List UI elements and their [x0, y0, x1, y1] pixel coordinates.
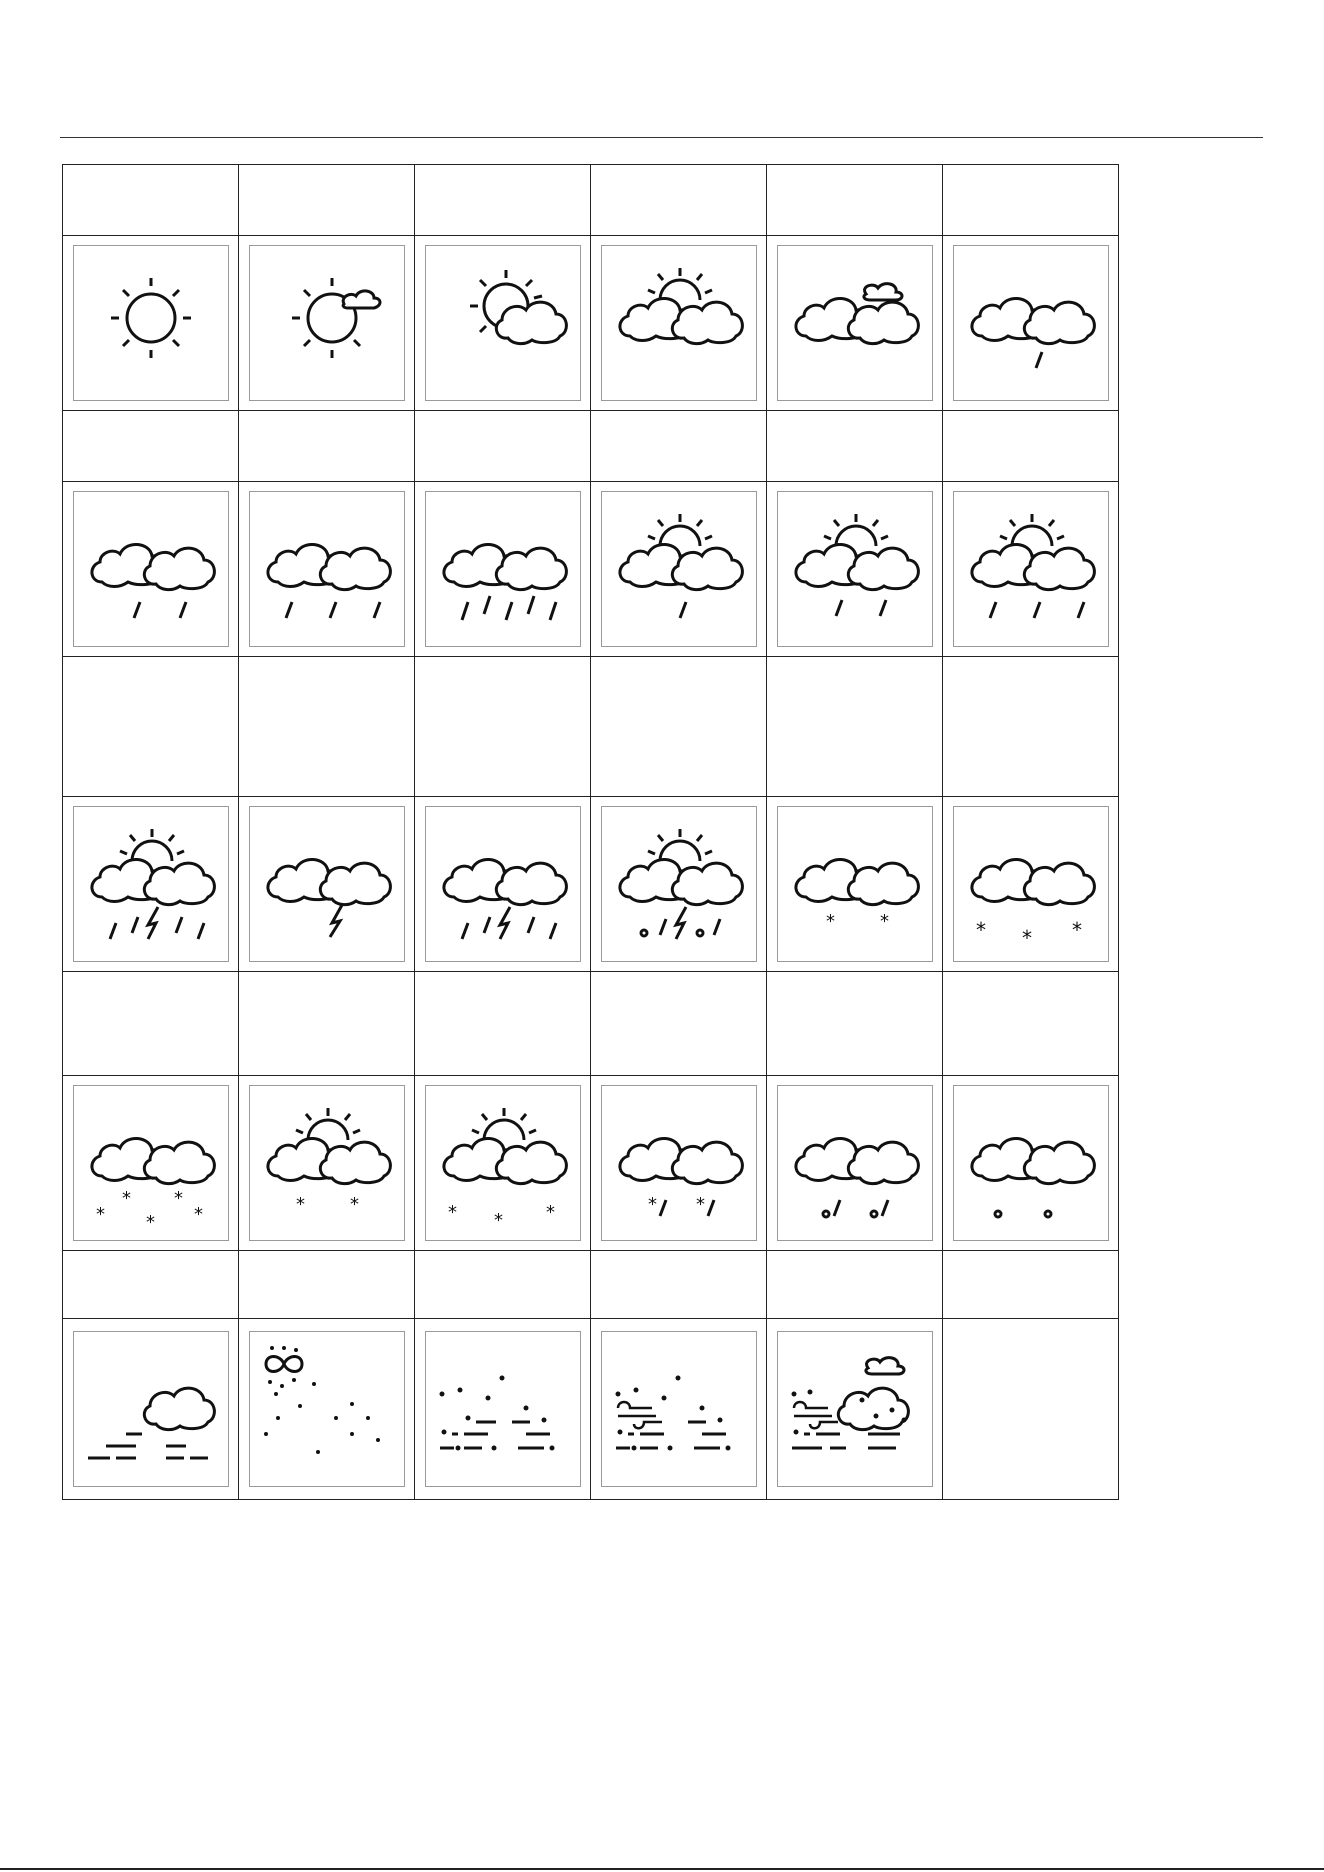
label-cell: [239, 1251, 415, 1319]
label-cell: [415, 656, 591, 797]
label-cell: [943, 1251, 1119, 1319]
label-cell: [239, 656, 415, 797]
sleet-icon: [601, 1085, 757, 1241]
label-cell: [63, 1251, 239, 1319]
header-rule: [60, 137, 1263, 138]
heavy-rain-icon: [249, 491, 405, 647]
label-cell: [239, 971, 415, 1075]
svg-text:*: *: [879, 911, 889, 933]
sun-moderate-shower-icon: [777, 491, 933, 647]
label-cell: [767, 1251, 943, 1319]
label-cell: [239, 410, 415, 481]
svg-text:*: *: [295, 1194, 305, 1216]
svg-text:*: *: [145, 1212, 155, 1234]
moderate-snow-icon: [953, 806, 1109, 962]
sun-light-shower-icon: [601, 491, 757, 647]
svg-text:*: *: [447, 1202, 457, 1224]
icon-row: [63, 1076, 1119, 1251]
svg-text:*: *: [1021, 926, 1032, 951]
page-bottom-edge: [0, 1868, 1324, 1870]
label-cell: [943, 971, 1119, 1075]
svg-text:*: *: [695, 1194, 705, 1216]
label-cell: [767, 656, 943, 797]
sun-thunder-hail-icon: [601, 806, 757, 962]
label-cell: [63, 971, 239, 1075]
icon-row: [63, 236, 1119, 411]
icon-row: [63, 1319, 1119, 1500]
label-cell: [415, 165, 591, 236]
svg-text:*: *: [825, 911, 835, 933]
moderate-rain-icon: [73, 491, 229, 647]
freezing-rain-icon: [777, 1085, 933, 1241]
label-cell: [63, 656, 239, 797]
label-cell: [591, 165, 767, 236]
light-snow-icon: [777, 806, 933, 962]
sunny-icon: [73, 245, 229, 401]
thunder-icon: [249, 806, 405, 962]
sandstorm-icon: [601, 1331, 757, 1487]
sun-moderate-snow-icon: [425, 1085, 581, 1241]
svg-text:*: *: [95, 1204, 105, 1226]
label-row: [63, 656, 1119, 797]
thunderstorm-rain-icon: [425, 806, 581, 962]
overcast-icon: [777, 245, 933, 401]
label-cell: [767, 410, 943, 481]
label-row: [63, 410, 1119, 481]
svg-text:*: *: [173, 1188, 183, 1210]
fog-icon: [73, 1331, 229, 1487]
sun-heavy-shower-icon: [953, 491, 1109, 647]
mostly-cloudy-sun-icon: [601, 245, 757, 401]
label-cell: [591, 410, 767, 481]
dust-icon: [425, 1331, 581, 1487]
label-cell: [239, 165, 415, 236]
label-cell: [767, 971, 943, 1075]
label-row: [63, 971, 1119, 1075]
label-cell: [591, 971, 767, 1075]
icon-row: [63, 482, 1119, 657]
label-cell: [415, 971, 591, 1075]
label-cell: [943, 410, 1119, 481]
icon-row: [63, 797, 1119, 972]
empty-cell: [943, 1319, 1119, 1500]
svg-text:*: *: [349, 1194, 359, 1216]
label-cell: [943, 165, 1119, 236]
severe-sandstorm-icon: [777, 1331, 933, 1487]
svg-text:*: *: [545, 1202, 555, 1224]
partly-cloudy-icon: [425, 245, 581, 401]
light-rain-icon: [953, 245, 1109, 401]
haze-icon: [249, 1331, 405, 1487]
sun-light-snow-icon: [249, 1085, 405, 1241]
torrential-rain-icon: [425, 491, 581, 647]
svg-text:*: *: [121, 1188, 131, 1210]
label-cell: [63, 410, 239, 481]
sun-thunderstorm-icon: [73, 806, 229, 962]
label-cell: [943, 656, 1119, 797]
label-cell: [591, 1251, 767, 1319]
label-cell: [63, 165, 239, 236]
svg-text:*: *: [1071, 918, 1082, 943]
label-row: [63, 1251, 1119, 1319]
svg-text:*: *: [647, 1194, 657, 1216]
heavy-snow-icon: [73, 1085, 229, 1241]
label-cell: [767, 165, 943, 236]
label-cell: [591, 656, 767, 797]
hail-icon: [953, 1085, 1109, 1241]
svg-text:*: *: [193, 1204, 203, 1226]
label-cell: [415, 410, 591, 481]
weather-icon-table: [62, 164, 1119, 1500]
label-cell: [415, 1251, 591, 1319]
sunny-small-cloud-icon: [249, 245, 405, 401]
svg-text:*: *: [975, 918, 986, 943]
label-row: [63, 165, 1119, 236]
svg-text:*: *: [493, 1210, 503, 1232]
